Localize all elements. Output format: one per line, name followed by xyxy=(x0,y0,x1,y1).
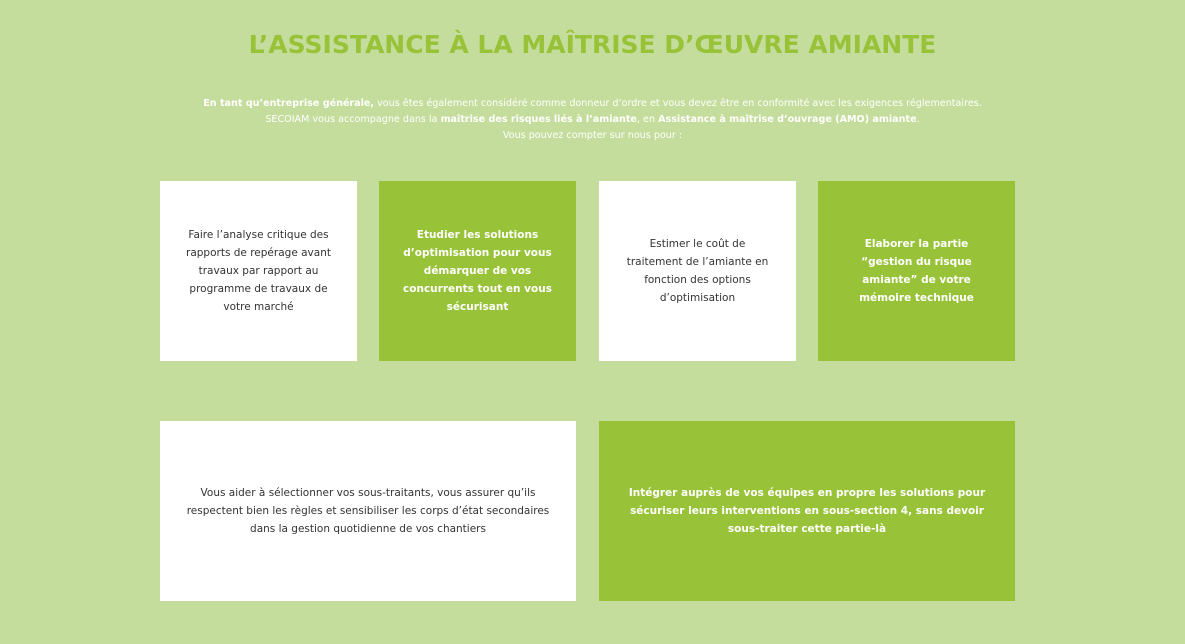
service-card-optimisation xyxy=(379,181,576,361)
intro-line2b: maîtrise des risques liés à l’amiante xyxy=(440,114,637,125)
card-text: Estimer le coût de traitement de l’amiante en fonction des options d’optimisation xyxy=(626,238,769,304)
intro-bold: En tant qu’entreprise générale, xyxy=(203,98,375,109)
page-title: L’ASSISTANCE À LA MAÎTRISE D’ŒUVRE AMIANTE xyxy=(248,30,937,59)
intro-line3: Vous pouvez compter sur nous pour : xyxy=(502,130,683,141)
intro-line2d: Assistance à maîtrise d’ouvrage (AMO) amiante xyxy=(658,114,917,125)
intro-text xyxy=(0,96,1185,144)
intro-line2a: SECOIAM vous accompagne dans la xyxy=(265,114,441,125)
card-text: Faire l’analyse critique des rapports de repérage avant travaux par rapport au programme de travaux de votre marché xyxy=(186,229,331,313)
service-card-cout xyxy=(599,181,796,361)
card-text: Vous aider à sélectionner vos sous-traitants, vous assurer qu’ils respectent bien les règles et sensibiliser les corps d’état secondaires dans la gestion quotidienne de vos chantiers xyxy=(186,487,550,535)
intro-line2c: , en xyxy=(636,114,659,125)
service-card-memoire xyxy=(818,181,1015,361)
card-text: Intégrer auprès de vos équipes en propre les solutions pour sécuriser leurs interventions en sous-section 4, sans devoir sous-traiter cette partie-là xyxy=(628,487,986,535)
card-text: Elaborer la partie “gestion du risque amiante” de votre mémoire technique xyxy=(859,238,974,304)
service-card-analyse xyxy=(160,181,357,361)
intro-line1: vous êtes également considéré comme donneur d’ordre et vous devez être en conformité avec les exigences réglementaires. xyxy=(374,98,982,109)
card-text: Etudier les solutions d’optimisation pour vous démarquer de vos concurrents tout en vous sécurisant xyxy=(403,229,552,313)
service-card-sous-traitants xyxy=(160,421,576,601)
service-card-integration xyxy=(599,421,1015,601)
intro-line2e: . xyxy=(916,114,920,125)
